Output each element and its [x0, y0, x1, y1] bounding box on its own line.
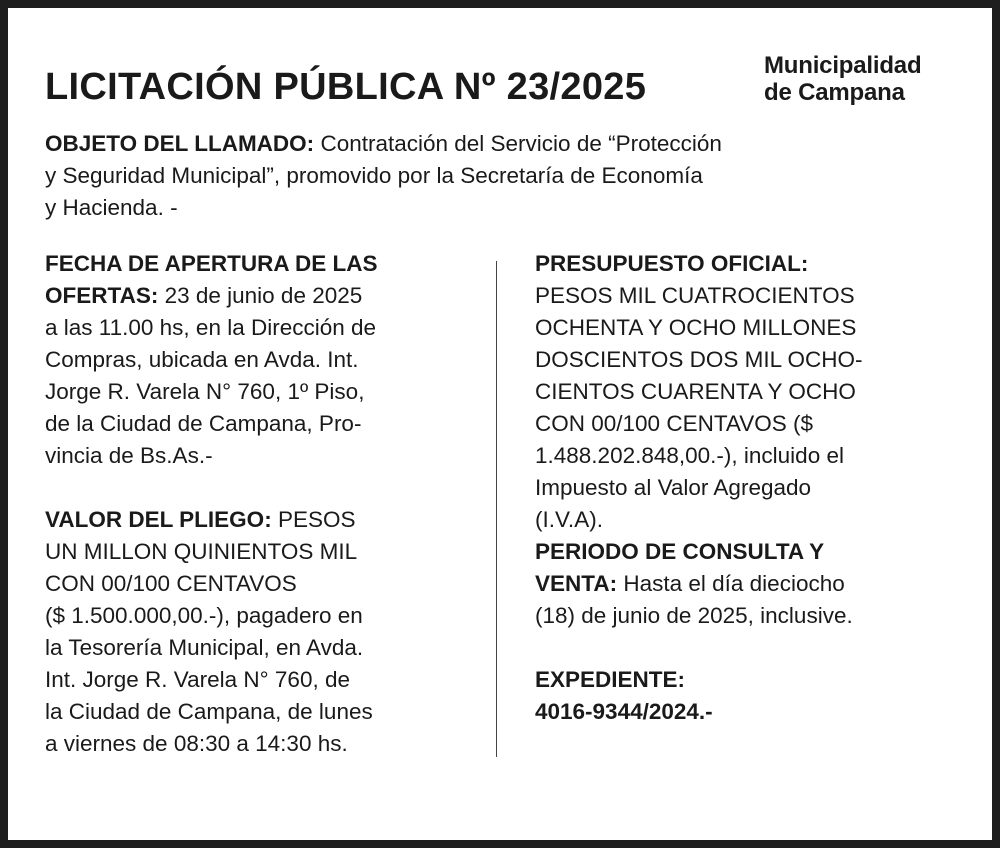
presupuesto-text-2: OCHENTA Y OCHO MILLONES: [535, 315, 857, 340]
notice-frame: [8, 8, 992, 840]
presupuesto-text-5: CON 00/100 CENTAVOS ($: [535, 411, 814, 436]
logo-line-2: de Campana: [764, 79, 905, 106]
presupuesto-text-1: PESOS MIL CUATROCIENTOS: [535, 283, 855, 308]
fecha-label-1: FECHA DE APERTURA DE LAS: [45, 251, 378, 276]
logo-line-1: Municipalidad: [764, 52, 922, 79]
objeto-text-3: y Hacienda. -: [45, 195, 178, 220]
right-column: [535, 248, 955, 728]
valor-text-7: la Ciudad de Campana, de lunes: [45, 699, 373, 724]
fecha-text-4: Jorge R. Varela N° 760, 1º Piso,: [45, 379, 365, 404]
objeto-text-1: Contratación del Servicio de “Protección: [314, 131, 722, 156]
valor-text-6: Int. Jorge R. Varela N° 760, de: [45, 667, 350, 692]
fecha-text-3: Compras, ubicada en Avda. Int.: [45, 347, 359, 372]
periodo-label-1: PERIODO DE CONSULTA Y: [535, 539, 825, 564]
municipality-logo: [764, 52, 921, 106]
presupuesto-text-6: 1.488.202.848,00.-), incluido el: [535, 443, 844, 468]
valor-text-5: la Tesorería Municipal, en Avda.: [45, 635, 364, 660]
valor-text-3: CON 00/100 CENTAVOS: [45, 571, 297, 596]
presupuesto-text-3: DOSCIENTOS DOS MIL OCHO-: [535, 347, 863, 372]
left-column: [45, 248, 475, 760]
objeto-section: [45, 128, 945, 224]
valor-section: [45, 504, 475, 760]
valor-text-4: ($ 1.500.000,00.-), pagadero en: [45, 603, 363, 628]
valor-text-2: UN MILLON QUINIENTOS MIL: [45, 539, 358, 564]
valor-text-8: a viernes de 08:30 a 14:30 hs.: [45, 731, 348, 756]
periodo-text-1: Hasta el día dieciocho: [617, 571, 845, 596]
notice-title: LICITACIÓN PÚBLICA Nº 23/2025: [45, 66, 647, 108]
fecha-section: [45, 248, 475, 472]
expediente-number: 4016-9344/2024.-: [535, 699, 713, 724]
valor-text-1: PESOS: [271, 507, 356, 532]
objeto-label: OBJETO DEL LLAMADO:: [45, 131, 315, 156]
fecha-text-2: a las 11.00 hs, en la Dirección de: [45, 315, 377, 340]
periodo-text-2: (18) de junio de 2025, inclusive.: [535, 603, 853, 628]
expediente-section: [535, 664, 955, 728]
objeto-text-2: y Seguridad Municipal”, promovido por la Secretaría de Economía: [45, 163, 703, 188]
valor-label: VALOR DEL PLIEGO:: [45, 507, 272, 532]
fecha-text-6: vincia de Bs.As.-: [45, 443, 213, 468]
fecha-text-1: 23 de junio de 2025: [158, 283, 363, 308]
presupuesto-section: [535, 248, 955, 536]
presupuesto-label: PRESUPUESTO OFICIAL:: [535, 251, 809, 276]
periodo-label-2: VENTA:: [535, 571, 618, 596]
presupuesto-text-8: (I.V.A).: [535, 507, 603, 532]
fecha-text-5: de la Ciudad de Campana, Pro-: [45, 411, 362, 436]
fecha-label-2: OFERTAS:: [45, 283, 159, 308]
expediente-label: EXPEDIENTE:: [535, 667, 686, 692]
presupuesto-text-4: CIENTOS CUARENTA Y OCHO: [535, 379, 856, 404]
column-divider: [496, 261, 497, 757]
presupuesto-text-7: Impuesto al Valor Agregado: [535, 475, 812, 500]
periodo-section: [535, 536, 955, 632]
